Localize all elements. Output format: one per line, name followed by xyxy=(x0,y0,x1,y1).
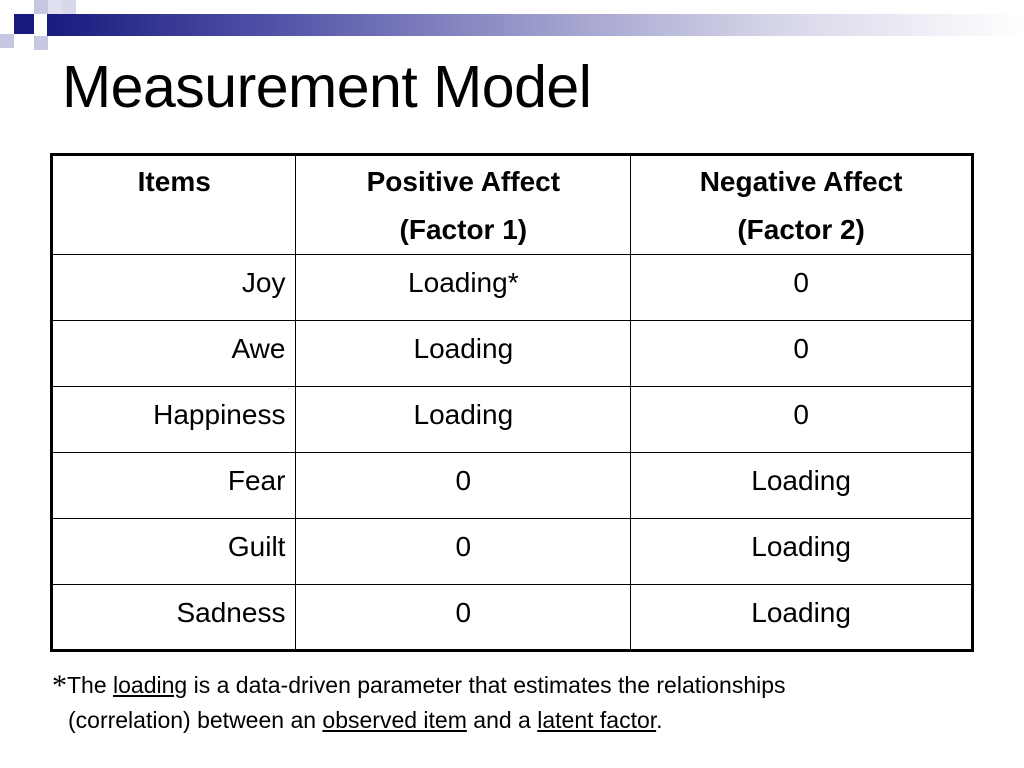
footnote-line-2 xyxy=(52,703,992,738)
row-factor-2: 0 xyxy=(631,255,973,321)
row-item: Joy xyxy=(52,255,296,321)
footnote-text: . xyxy=(656,707,663,733)
row-factor-2: Loading xyxy=(631,453,973,519)
footnote-text: and a xyxy=(466,707,538,733)
footnote xyxy=(52,668,992,738)
footnote-text: The xyxy=(67,672,114,698)
row-factor-1: Loading* xyxy=(296,255,631,321)
row-item: Guilt xyxy=(52,519,296,585)
header-factor-2-line1: Negative Affect xyxy=(699,166,903,197)
footnote-text: is a data-driven parameter that estimates the relationships xyxy=(187,672,786,698)
slide-title: Measurement Model xyxy=(62,54,592,120)
row-factor-2: 0 xyxy=(631,321,973,387)
corner-square-light-2 xyxy=(0,34,14,48)
table-row xyxy=(52,255,973,321)
footnote-text: (correlation) between an xyxy=(68,707,323,733)
row-item: Awe xyxy=(52,321,296,387)
row-item: Happiness xyxy=(52,387,296,453)
footnote-term-loading: loading xyxy=(113,672,188,698)
row-factor-1: Loading xyxy=(296,387,631,453)
row-factor-2: Loading xyxy=(631,519,973,585)
footnote-asterisk: * xyxy=(52,669,67,702)
header-items-label: Items xyxy=(137,166,211,197)
header-factor-2-line2: (Factor 2) xyxy=(737,214,865,245)
table-row xyxy=(52,519,973,585)
header-factor-2 xyxy=(631,155,973,255)
header-items xyxy=(52,155,296,255)
measurement-table xyxy=(50,153,974,652)
corner-square-light-5 xyxy=(62,0,76,14)
header-factor-1-line2: (Factor 1) xyxy=(399,214,528,245)
corner-square-navy xyxy=(14,14,34,34)
footnote-term-latent-factor: latent factor xyxy=(537,707,657,733)
table-row xyxy=(52,387,973,453)
corner-square-light-1 xyxy=(34,0,48,14)
table-row xyxy=(52,453,973,519)
header-factor-1-line1: Positive Affect xyxy=(366,166,561,197)
header-factor-1 xyxy=(296,155,631,255)
footnote-term-observed-item: observed item xyxy=(322,707,467,733)
row-factor-1: Loading xyxy=(296,321,631,387)
row-factor-2: Loading xyxy=(631,585,973,651)
row-item: Fear xyxy=(52,453,296,519)
row-factor-2: 0 xyxy=(631,387,973,453)
corner-square-light-4 xyxy=(34,36,48,50)
footnote-line-1 xyxy=(52,668,992,703)
table-header-row xyxy=(52,155,973,255)
row-item: Sadness xyxy=(52,585,296,651)
title-gradient-bar xyxy=(47,14,1024,36)
row-factor-1: 0 xyxy=(296,519,631,585)
table-row xyxy=(52,585,973,651)
row-factor-1: 0 xyxy=(296,585,631,651)
table-row xyxy=(52,321,973,387)
row-factor-1: 0 xyxy=(296,453,631,519)
corner-square-light-3 xyxy=(48,0,62,14)
